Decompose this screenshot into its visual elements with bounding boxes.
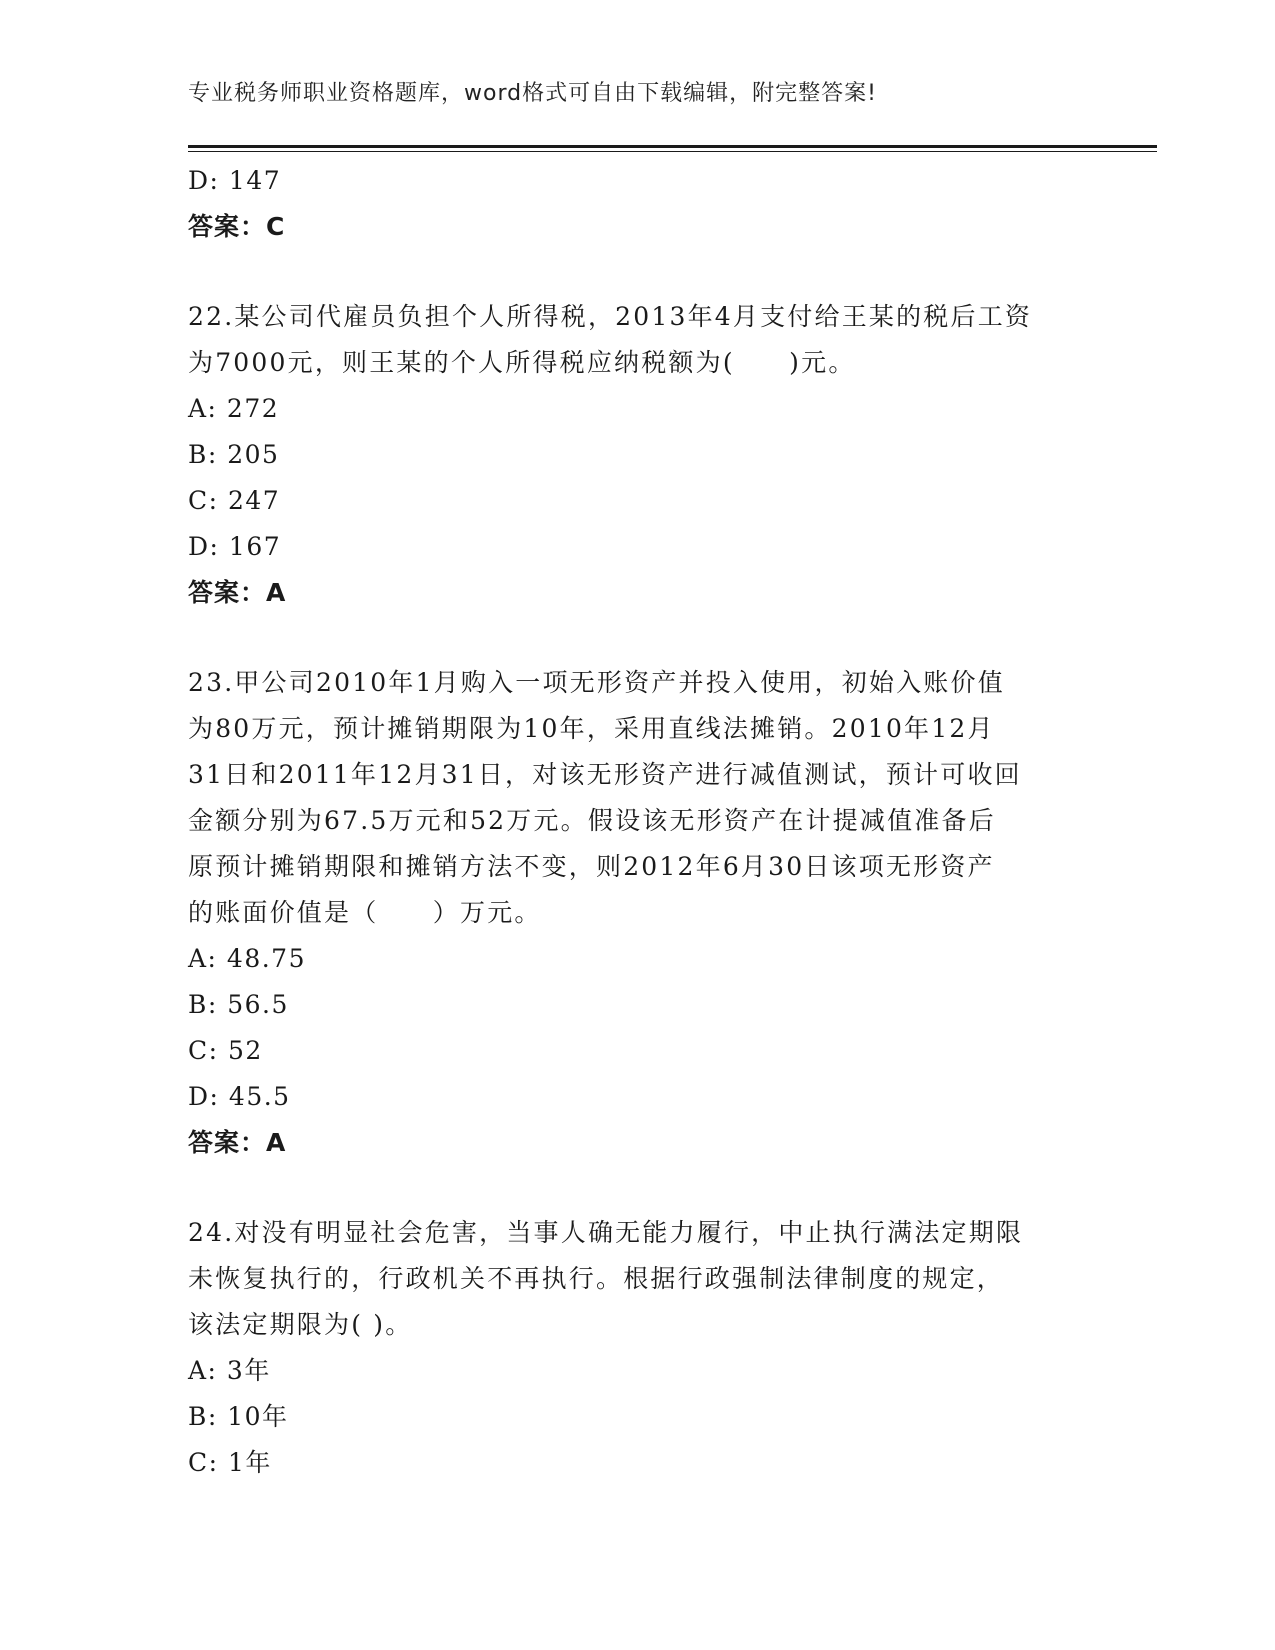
header-rule-thin: [188, 151, 1157, 152]
question-stem-line: 原预计摊销期限和摊销方法不变，则2012年6月30日该项无形资产: [188, 852, 995, 881]
spacer: [188, 250, 1088, 294]
question-23: [188, 660, 1088, 1166]
option-a: A: 48.75: [188, 944, 306, 973]
question-stem-line: 23.甲公司2010年1月购入一项无形资产并投入使用，初始入账价值: [188, 668, 1005, 697]
option-b: B: 56.5: [188, 990, 289, 1019]
option-d: D: 147: [188, 166, 282, 195]
answer-label: 答案：C: [188, 212, 286, 241]
option-b: B: 205: [188, 440, 280, 469]
question-stem-line: 的账面价值是（ ）万元。: [188, 898, 542, 927]
question-stem-line: 未恢复执行的，行政机关不再执行。根据行政强制法律制度的规定，: [188, 1264, 1005, 1293]
answer-label: 答案：A: [188, 1128, 287, 1157]
question-22: [188, 294, 1088, 616]
option-c: C: 1年: [188, 1448, 272, 1477]
option-c: C: 247: [188, 486, 281, 515]
option-a: A: 3年: [188, 1356, 271, 1385]
spacer: [188, 616, 1088, 660]
option-d: D: 167: [188, 532, 282, 561]
question-content: [188, 158, 1088, 1486]
page-header: 专业税务师职业资格题库，word格式可自由下载编辑，附完整答案!: [188, 81, 877, 106]
question-stem-line: 为7000元，则王某的个人所得税应纳税额为( )元。: [188, 348, 856, 377]
option-c: C: 52: [188, 1036, 263, 1065]
header-rule-thick: [188, 145, 1157, 148]
answer-label: 答案：A: [188, 578, 287, 607]
spacer: [188, 1166, 1088, 1210]
question-stem-line: 24.对没有明显社会危害，当事人确无能力履行，中止执行满法定期限: [188, 1218, 1024, 1247]
option-d: D: 45.5: [188, 1082, 291, 1111]
question-stem-line: 22.某公司代雇员负担个人所得税，2013年4月支付给王某的税后工资: [188, 302, 1033, 331]
question-stem-line: 该法定期限为( )。: [188, 1310, 413, 1339]
question-stem-line: 为80万元，预计摊销期限为10年，采用直线法摊销。2010年12月: [188, 714, 995, 743]
question-stem-line: 金额分别为67.5万元和52万元。假设该无形资产在计提减值准备后: [188, 806, 996, 835]
question-24: [188, 1210, 1088, 1486]
question-stem-line: 31日和2011年12月31日，对该无形资产进行减值测试，预计可收回: [188, 760, 1022, 789]
option-b: B: 10年: [188, 1402, 289, 1431]
option-a: A: 272: [188, 394, 280, 423]
